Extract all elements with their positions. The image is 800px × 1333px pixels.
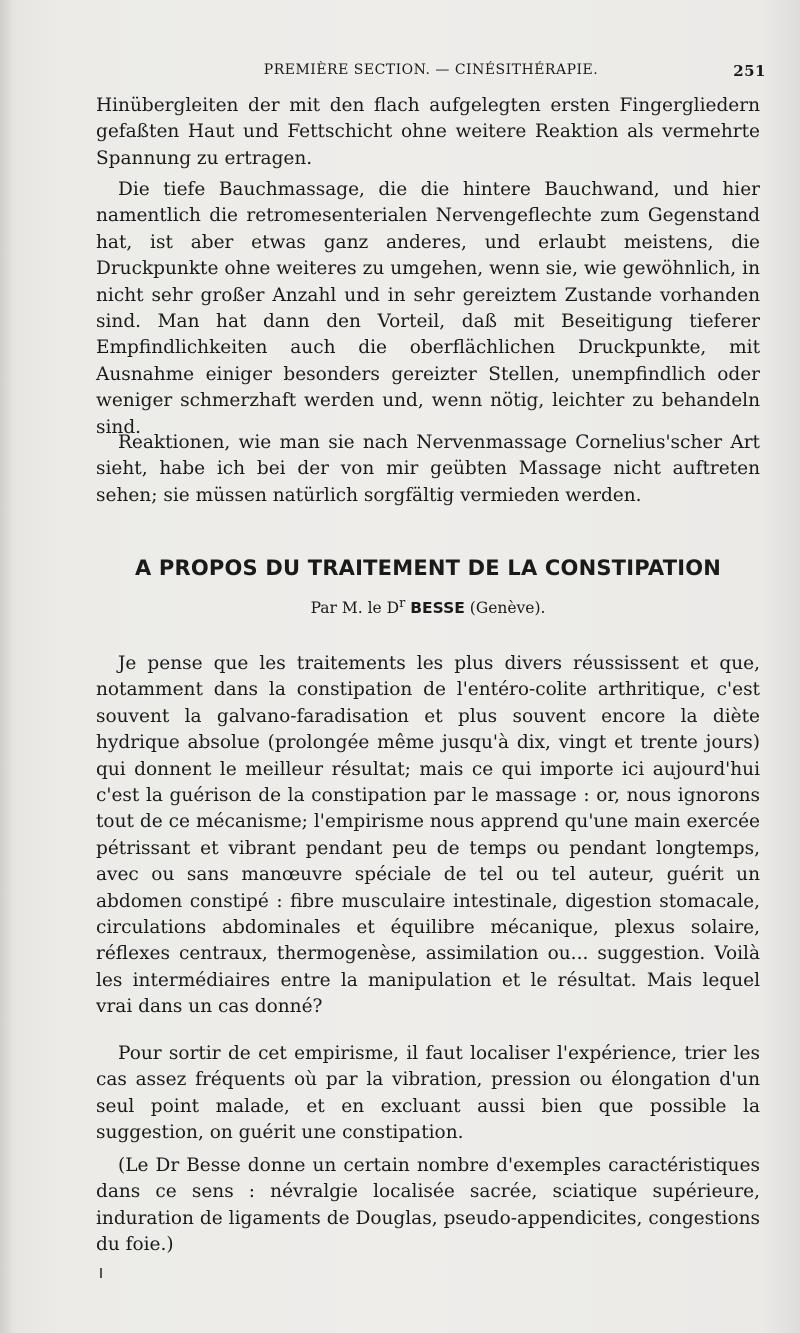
author-name: BESSE xyxy=(410,599,465,618)
article-title: A PROPOS DU TRAITEMENT DE LA CONSTIPATION xyxy=(134,556,722,580)
byline-prefix: Par M. le D xyxy=(310,599,400,618)
german-paragraph-3: Reaktionen, wie man sie nach Nervenmassage Cornelius'scher Art sieht, habe ich bei der von mir geübten Massage nicht auftreten sehen; sie müssen natürlich sorgfältig vermieden werden. xyxy=(96,432,760,506)
french-paragraph-1: Je pense que les traitements les plus divers réussissent et que, notamment dans la constipation de l'entéro-colite arthritique, c'est souvent la galvano-faradisation et plus souvent encore la diète hydrique absolue (prolongée même jusqu'à dix, vingt et trente jours) qui donnent le meilleur résultat; mais ce qui importe ici aujourd'hui c'est la guérison de la constipation par le massage : or, nous ignorons tout de ce mécanisme; l'empirisme nous apprend qu'une main exercée pétrissant et vibrant pendant peu de temps ou pendant longtemps, avec ou sans manœuvre spéciale de tel ou tel auteur, guérit un abdomen constipé : fibre musculaire intestinale, digestion stomacale, circulations abdominales et équilibre mécanique, plexus solaire, réflexes centraux, thermogenèse, assimilation ou... suggestion. Voilà les intermédiaires entre la manipulation et le résultat. Mais lequel vrai dans un cas donné? xyxy=(96,653,760,1018)
byline-sup: r xyxy=(399,596,406,611)
page-number: 251 xyxy=(733,62,766,80)
author-location: (Genève). xyxy=(469,599,546,618)
article-byline xyxy=(96,596,760,617)
print-speck xyxy=(100,1268,102,1278)
french-paragraph-3: (Le Dr Besse donne un certain nombre d'exemples caractéristiques dans ce sens : névralgie localisée sacrée, sciatique supérieure, induration de ligaments de Douglas, pseudo-appendicites, congestions du foie.) xyxy=(96,1155,760,1256)
page-header xyxy=(96,62,766,84)
running-title: PREMIÈRE SECTION. — CINÉSITHÉRAPIE. xyxy=(263,62,599,78)
german-paragraph-2: Die tiefe Bauchmassage, die die hintere Bauchwand, und hier namentlich die retromesenterialen Nervengeflechte zum Gegenstand hat, ist aber etwas ganz anderes, und erlaubt meistens, die Druckpunkte ohne weiteres zu umgehen, wenn sie, wie gewöhnlich, in nicht sehr großer Anzahl und in sehr gereiztem Zustande vorhanden sind. Man hat dann den Vorteil, daß mit Beseitigung tieferer Empfindlichkeiten auch die oberflächlichen Druckpunkte, mit Ausnahme einiger besonders gereizter Stellen, unempfindlich oder weniger schmerzhaft werden und, wenn nötig, leichter zu behandeln sind. xyxy=(96,179,760,438)
german-paragraph-1: Hinübergleiten der mit den flach aufgelegten ersten Fingergliedern gefaßten Haut und Fettschicht ohne weitere Reaktion als vermehrte Spannung zu ertragen. xyxy=(96,95,760,169)
french-paragraph-2: Pour sortir de cet empirisme, il faut localiser l'expérience, trier les cas assez fréquents où par la vibration, pression ou élongation d'un seul point malade, et en excluant aussi bien que possible la suggestion, on guérit une constipation. xyxy=(96,1043,760,1144)
